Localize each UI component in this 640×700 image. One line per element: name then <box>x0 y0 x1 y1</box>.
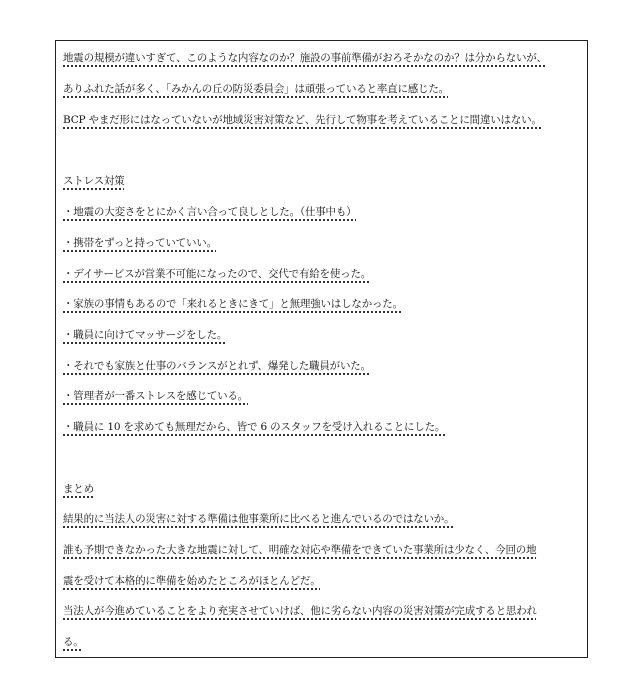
section-heading-summary: まとめ <box>63 483 94 495</box>
text-line-19: 当法人が今進めていることをより充実させていけば、他に劣らない内容の災害対策が完成すると思われ <box>63 605 537 617</box>
text-line-16: 結果的に当法人の災害に対する準備は他事業所に比べると進んでいるのではないか。 <box>63 513 455 525</box>
list-item: ・職員に 10 を求めても無理だから、皆で 6 のスタッフを受け入れることにした。 <box>63 421 446 433</box>
text-line-18: 震を受けて本格的に準備を始めたところがほとんどだ。 <box>63 575 321 587</box>
list-item: ・デイサービスが営業不可能になったので、交代で有給を使った。 <box>63 268 372 280</box>
section-heading-stress: ストレス対策 <box>63 175 125 187</box>
text-line-2: ありふれた話が多く、「みかんの丘の防災委員会」は頑張っていると率直に感じた。 <box>63 83 449 95</box>
list-item: ・携帯をずっと持っていていい。 <box>63 237 217 249</box>
text-line-1: 地震の規模が違いすぎて、このような内容なのか？施設の事前準備がおろそかなのか？は分からないが、 <box>63 52 547 64</box>
list-item: ・職員に向けてマッサージをした。 <box>63 329 228 341</box>
list-item: ・家族の事情もあるので「来れるときにきて」と無理強いはしなかった。 <box>63 298 403 310</box>
document-frame <box>55 40 588 658</box>
list-item: ・管理者が一番ストレスを感じている。 <box>63 390 249 402</box>
text-line-20: る。 <box>63 636 84 648</box>
list-item: ・地震の大変さをとにかく言い合って良しとした。（仕事中も） <box>63 206 357 218</box>
list-item: ・それでも家族と仕事のバランスがとれず、爆発した職員がいた。 <box>63 360 371 372</box>
text-line-3: BCP やまだ形にはなっていないが地域災害対策など、先行して物事を考えていることに間違いはない。 <box>63 114 542 126</box>
text-line-17: 誰も予期できなかった大きな地震に対して、明確な対応や準備をできていた事業所は少なく、今回の地 <box>63 544 537 556</box>
